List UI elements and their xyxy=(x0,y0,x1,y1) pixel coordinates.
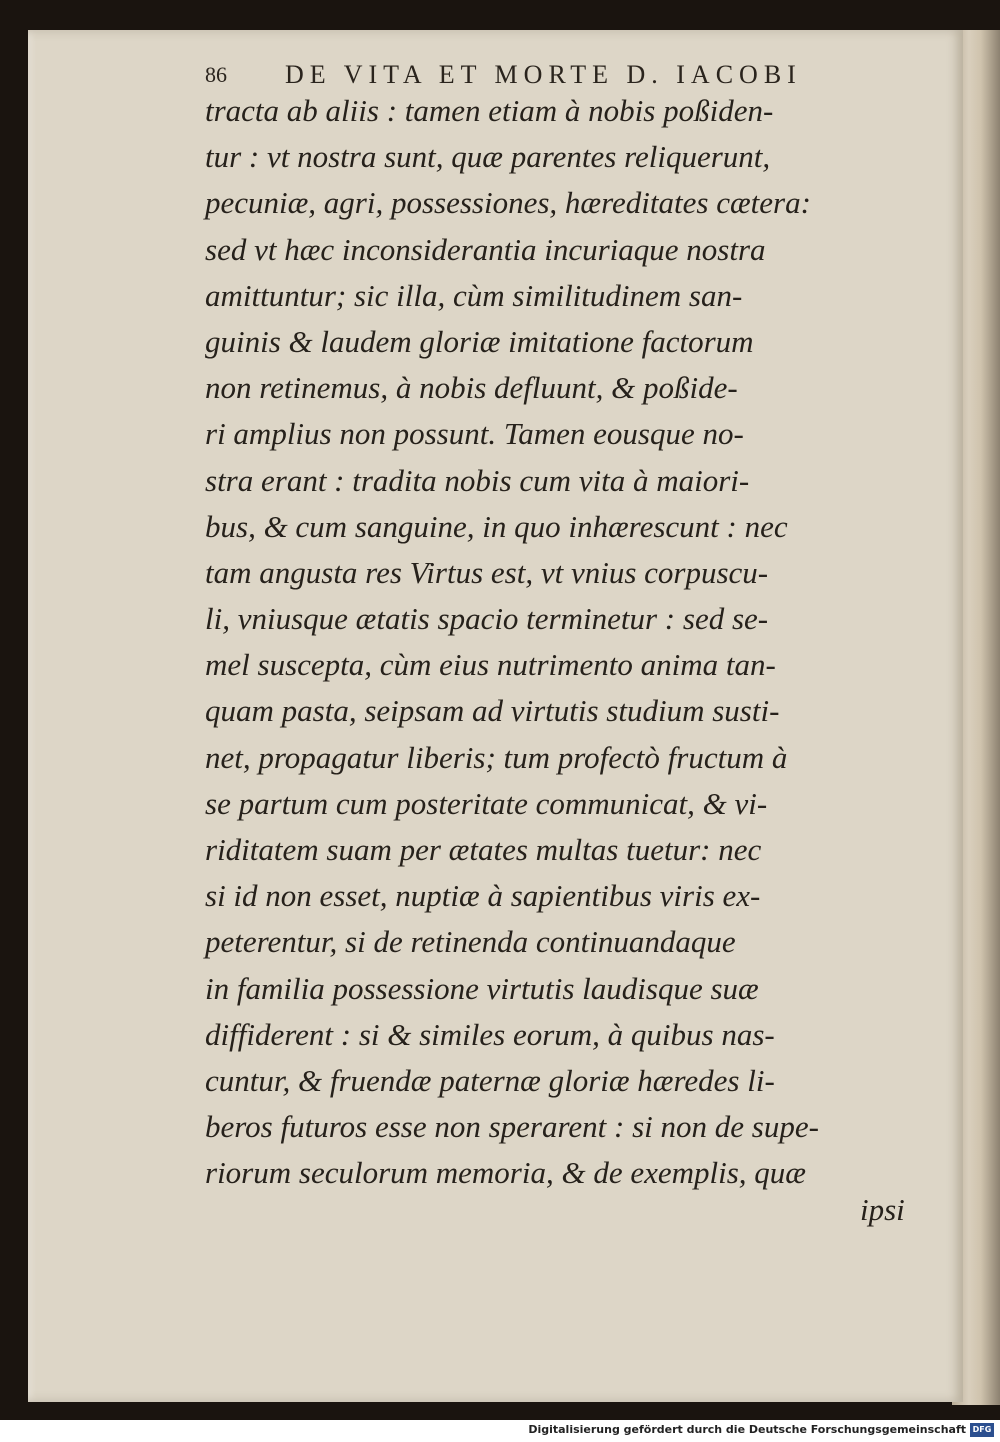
text-line: cuntur, & fruendæ paternæ gloriæ hæredes li- xyxy=(205,1062,775,1098)
text-line: riditatem suam per ætates multas tuetur: nec xyxy=(205,832,762,867)
text-line: amittuntur; sic illa, cùm similitudinem san- xyxy=(205,277,743,313)
text-line: sed vt hæc inconsiderantia incuriaque nostra xyxy=(205,231,766,267)
text-line: tracta ab aliis : tamen etiam à nobis poßiden- xyxy=(205,93,774,128)
text-line: stra erant : tradita nobis cum vita à maiori- xyxy=(205,462,750,498)
dfg-logo: DFG xyxy=(970,1423,994,1437)
text-line: peterentur, si de retinenda continuandaque xyxy=(205,924,736,960)
text-line: tam angusta res Virtus est, vt vnius corpuscu- xyxy=(205,554,769,590)
text-line: bus, & cum sanguine, in quo inhærescunt : nec xyxy=(205,508,788,544)
text-line: beros futuros esse non sperarent : si non de supe- xyxy=(205,1109,819,1145)
text-line: quam pasta, seipsam ad virtutis studium susti- xyxy=(205,693,780,729)
text-line: ri amplius non possunt. Tamen eousque no- xyxy=(205,416,744,452)
text-line: riorum seculorum memoria, & de exemplis, quæ xyxy=(205,1155,806,1191)
text-line: diffiderent : si & similes eorum, à quibus nas- xyxy=(205,1016,775,1052)
footer-credit: Digitalisierung gefördert durch die Deutsche Forschungsgemeinschaft xyxy=(528,1423,966,1436)
body-text xyxy=(205,88,935,1197)
text-line: si id non esset, nuptiæ à sapientibus viris ex- xyxy=(205,878,761,914)
text-line: li, vniusque ætatis spacio terminetur : sed se- xyxy=(205,601,769,637)
text-line: guinis & laudem gloriæ imitatione factorum xyxy=(205,323,754,359)
text-line: tur : vt nostra sunt, quæ parentes reliquerunt, xyxy=(205,139,771,175)
text-line: in familia possessione virtutis laudisque suæ xyxy=(205,970,759,1006)
catchword: ipsi xyxy=(860,1192,905,1227)
text-line: pecuniæ, agri, possessiones, hæreditates cætera: xyxy=(205,185,811,221)
running-title: DE VITA ET MORTE D. IACOBI xyxy=(285,60,802,89)
text-line: net, propagatur liberis; tum profectò fructum à xyxy=(205,739,788,775)
text-line: se partum cum posteritate communicat, & vi- xyxy=(205,785,768,821)
page-number: 86 xyxy=(205,62,227,87)
footer-bar xyxy=(0,1420,1000,1442)
text-line: mel suscepta, cùm eius nutrimento anima tan- xyxy=(205,647,776,683)
text-line: non retinemus, à nobis defluunt, & poßide- xyxy=(205,370,738,406)
